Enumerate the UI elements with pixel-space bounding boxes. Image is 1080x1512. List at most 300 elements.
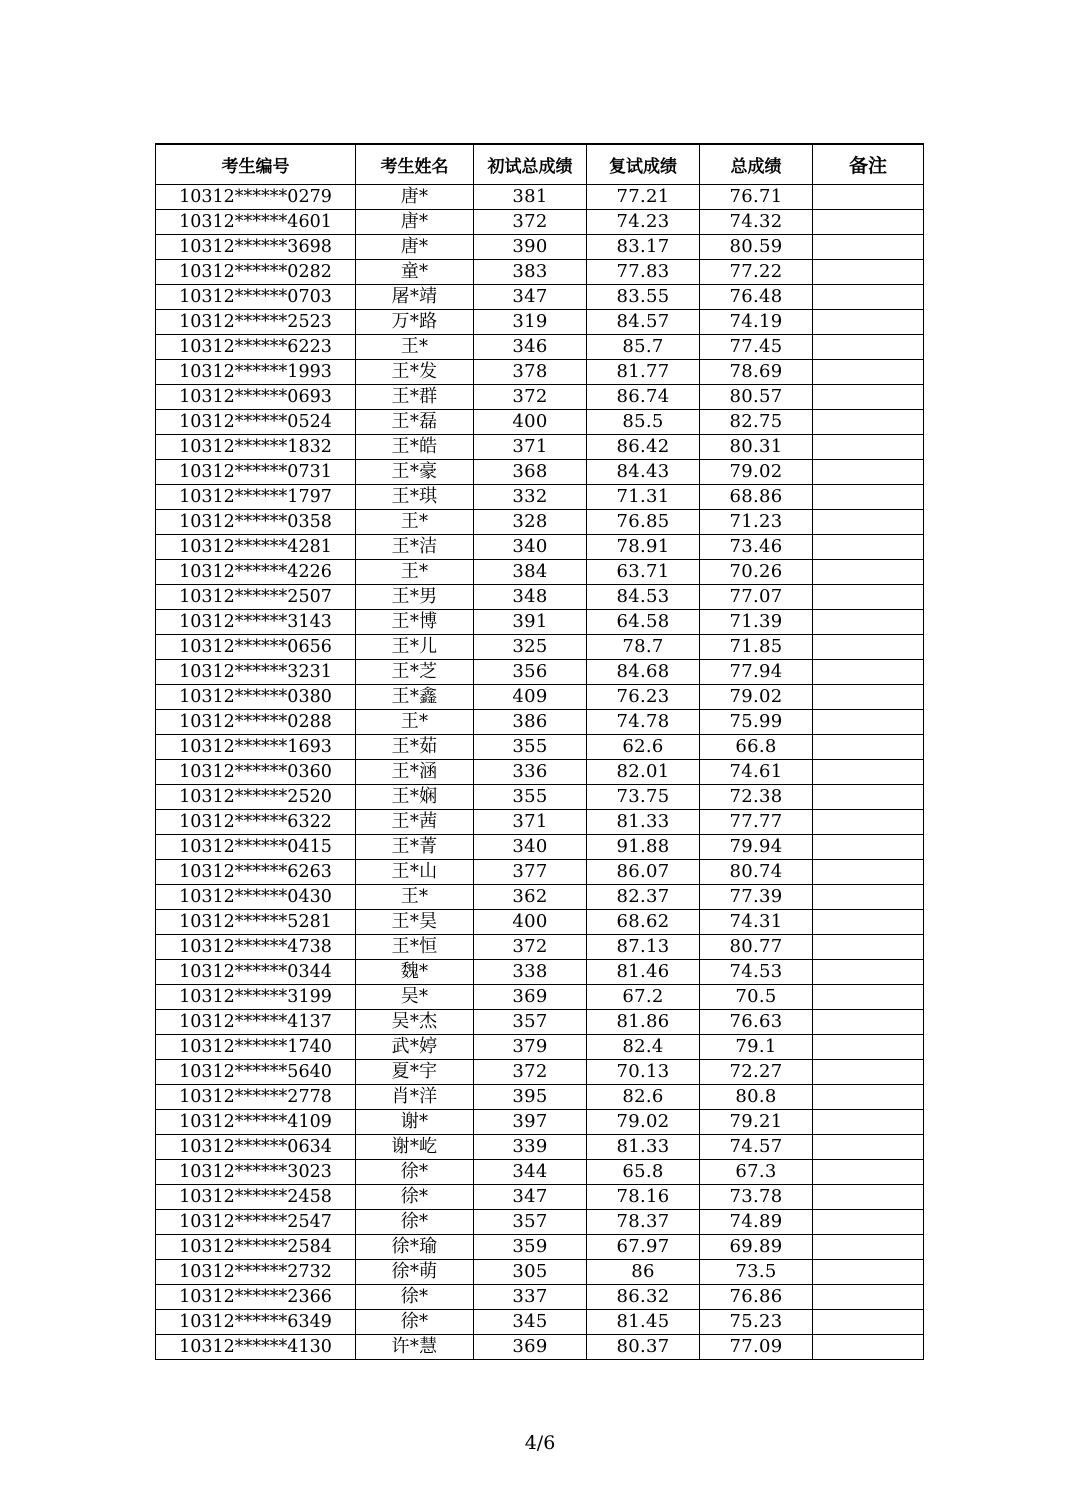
retest-score-cell: 86.74: [587, 384, 700, 409]
candidate-id-cell: 10312******0360: [156, 759, 356, 784]
candidate-name-cell: 徐*: [356, 1284, 474, 1309]
remarks-cell: [813, 1159, 924, 1184]
table-row: [156, 834, 924, 859]
candidate-name-cell: 徐*瑜: [356, 1234, 474, 1259]
candidate-name-cell: 童*: [356, 259, 474, 284]
candidate-id-cell: 10312******3199: [156, 984, 356, 1009]
candidate-id-cell: 10312******1993: [156, 359, 356, 384]
candidate-name-cell: 王*: [356, 559, 474, 584]
remarks-cell: [813, 1109, 924, 1134]
retest-score-cell: 86.32: [587, 1284, 700, 1309]
total-score-cell: 72.27: [700, 1059, 813, 1084]
candidate-name-cell: 王*发: [356, 359, 474, 384]
remarks-cell: [813, 659, 924, 684]
header-initial-score: 初试总成绩: [474, 144, 587, 184]
table-row: [156, 434, 924, 459]
candidate-name-cell: 王*博: [356, 609, 474, 634]
candidate-id-cell: 10312******0731: [156, 459, 356, 484]
initial-score-cell: 355: [474, 784, 587, 809]
remarks-cell: [813, 959, 924, 984]
table-row: [156, 559, 924, 584]
candidate-name-cell: 徐*: [356, 1209, 474, 1234]
candidate-id-cell: 10312******1693: [156, 734, 356, 759]
candidate-name-cell: 王*: [356, 709, 474, 734]
retest-score-cell: 84.68: [587, 659, 700, 684]
table-row: [156, 984, 924, 1009]
total-score-cell: 77.45: [700, 334, 813, 359]
total-score-cell: 71.23: [700, 509, 813, 534]
candidate-name-cell: 王*菁: [356, 834, 474, 859]
retest-score-cell: 62.6: [587, 734, 700, 759]
candidate-name-cell: 王*恒: [356, 934, 474, 959]
total-score-cell: 69.89: [700, 1234, 813, 1259]
table-row: [156, 809, 924, 834]
candidate-name-cell: 王*涵: [356, 759, 474, 784]
remarks-cell: [813, 484, 924, 509]
table-row: [156, 1134, 924, 1159]
candidate-name-cell: 王*儿: [356, 634, 474, 659]
header-remarks: 备注: [813, 144, 924, 184]
retest-score-cell: 83.17: [587, 234, 700, 259]
initial-score-cell: 344: [474, 1159, 587, 1184]
total-score-cell: 79.02: [700, 459, 813, 484]
initial-score-cell: 400: [474, 409, 587, 434]
candidate-id-cell: 10312******0380: [156, 684, 356, 709]
total-score-cell: 77.09: [700, 1334, 813, 1359]
header-retest-score: 复试成绩: [587, 144, 700, 184]
total-score-cell: 71.85: [700, 634, 813, 659]
remarks-cell: [813, 1034, 924, 1059]
candidate-id-cell: 10312******2778: [156, 1084, 356, 1109]
initial-score-cell: 368: [474, 459, 587, 484]
table-row: [156, 259, 924, 284]
candidate-id-cell: 10312******2523: [156, 309, 356, 334]
retest-score-cell: 81.77: [587, 359, 700, 384]
total-score-cell: 76.63: [700, 1009, 813, 1034]
retest-score-cell: 74.23: [587, 209, 700, 234]
remarks-cell: [813, 734, 924, 759]
retest-score-cell: 84.57: [587, 309, 700, 334]
candidate-id-cell: 10312******2366: [156, 1284, 356, 1309]
remarks-cell: [813, 434, 924, 459]
candidate-name-cell: 王*群: [356, 384, 474, 409]
candidate-name-cell: 吴*杰: [356, 1009, 474, 1034]
initial-score-cell: 340: [474, 534, 587, 559]
table-row: [156, 309, 924, 334]
header-row: [156, 144, 924, 184]
initial-score-cell: 357: [474, 1009, 587, 1034]
remarks-cell: [813, 584, 924, 609]
table-row: [156, 784, 924, 809]
candidate-name-cell: 万*路: [356, 309, 474, 334]
candidate-name-cell: 唐*: [356, 184, 474, 209]
table-row: [156, 1034, 924, 1059]
remarks-cell: [813, 684, 924, 709]
candidate-id-cell: 10312******3143: [156, 609, 356, 634]
candidate-name-cell: 吴*: [356, 984, 474, 1009]
candidate-id-cell: 10312******2520: [156, 784, 356, 809]
header-candidate-name: 考生姓名: [356, 144, 474, 184]
remarks-cell: [813, 559, 924, 584]
candidate-id-cell: 10312******2732: [156, 1259, 356, 1284]
initial-score-cell: 377: [474, 859, 587, 884]
total-score-cell: 75.99: [700, 709, 813, 734]
total-score-cell: 80.74: [700, 859, 813, 884]
total-score-cell: 74.57: [700, 1134, 813, 1159]
initial-score-cell: 340: [474, 834, 587, 859]
candidate-id-cell: 10312******4130: [156, 1334, 356, 1359]
retest-score-cell: 67.97: [587, 1234, 700, 1259]
candidate-name-cell: 王*茜: [356, 809, 474, 834]
remarks-cell: [813, 1334, 924, 1359]
retest-score-cell: 81.86: [587, 1009, 700, 1034]
initial-score-cell: 384: [474, 559, 587, 584]
candidate-id-cell: 10312******2458: [156, 1184, 356, 1209]
table-row: [156, 609, 924, 634]
retest-score-cell: 65.8: [587, 1159, 700, 1184]
total-score-cell: 79.1: [700, 1034, 813, 1059]
candidate-name-cell: 许*慧: [356, 1334, 474, 1359]
table-row: [156, 909, 924, 934]
remarks-cell: [813, 284, 924, 309]
candidate-id-cell: 10312******0703: [156, 284, 356, 309]
retest-score-cell: 91.88: [587, 834, 700, 859]
table-row: [156, 859, 924, 884]
total-score-cell: 73.78: [700, 1184, 813, 1209]
total-score-cell: 80.31: [700, 434, 813, 459]
total-score-cell: 82.75: [700, 409, 813, 434]
candidate-name-cell: 王*山: [356, 859, 474, 884]
table-row: [156, 1334, 924, 1359]
candidate-id-cell: 10312******0288: [156, 709, 356, 734]
remarks-cell: [813, 309, 924, 334]
total-score-cell: 77.77: [700, 809, 813, 834]
total-score-cell: 77.39: [700, 884, 813, 909]
retest-score-cell: 73.75: [587, 784, 700, 809]
initial-score-cell: 328: [474, 509, 587, 534]
candidate-id-cell: 10312******6322: [156, 809, 356, 834]
remarks-cell: [813, 609, 924, 634]
table-row: [156, 209, 924, 234]
total-score-cell: 80.8: [700, 1084, 813, 1109]
total-score-cell: 73.46: [700, 534, 813, 559]
initial-score-cell: 371: [474, 809, 587, 834]
retest-score-cell: 74.78: [587, 709, 700, 734]
candidate-name-cell: 武*婷: [356, 1034, 474, 1059]
table-row: [156, 959, 924, 984]
table-row: [156, 1059, 924, 1084]
remarks-cell: [813, 259, 924, 284]
initial-score-cell: 359: [474, 1234, 587, 1259]
total-score-cell: 80.57: [700, 384, 813, 409]
retest-score-cell: 77.83: [587, 259, 700, 284]
remarks-cell: [813, 809, 924, 834]
candidate-name-cell: 王*琪: [356, 484, 474, 509]
remarks-cell: [813, 234, 924, 259]
candidate-name-cell: 夏*宇: [356, 1059, 474, 1084]
candidate-name-cell: 唐*: [356, 209, 474, 234]
initial-score-cell: 379: [474, 1034, 587, 1059]
remarks-cell: [813, 359, 924, 384]
table-row: [156, 334, 924, 359]
total-score-cell: 67.3: [700, 1159, 813, 1184]
candidate-id-cell: 10312******0358: [156, 509, 356, 534]
header-candidate-id: 考生编号: [156, 144, 356, 184]
table-row: [156, 934, 924, 959]
candidate-id-cell: 10312******0344: [156, 959, 356, 984]
candidate-name-cell: 徐*: [356, 1309, 474, 1334]
total-score-cell: 72.38: [700, 784, 813, 809]
retest-score-cell: 82.01: [587, 759, 700, 784]
remarks-cell: [813, 1309, 924, 1334]
initial-score-cell: 337: [474, 1284, 587, 1309]
initial-score-cell: 332: [474, 484, 587, 509]
candidate-name-cell: 王*: [356, 509, 474, 534]
total-score-cell: 78.69: [700, 359, 813, 384]
retest-score-cell: 68.62: [587, 909, 700, 934]
initial-score-cell: 338: [474, 959, 587, 984]
remarks-cell: [813, 934, 924, 959]
table-row: [156, 734, 924, 759]
remarks-cell: [813, 459, 924, 484]
initial-score-cell: 369: [474, 1334, 587, 1359]
candidate-name-cell: 徐*: [356, 1159, 474, 1184]
candidate-id-cell: 10312******3231: [156, 659, 356, 684]
retest-score-cell: 82.4: [587, 1034, 700, 1059]
candidate-name-cell: 王*娴: [356, 784, 474, 809]
initial-score-cell: 383: [474, 259, 587, 284]
total-score-cell: 76.71: [700, 184, 813, 209]
table-body: [156, 184, 924, 1359]
initial-score-cell: 409: [474, 684, 587, 709]
total-score-cell: 74.89: [700, 1209, 813, 1234]
table-row: [156, 634, 924, 659]
initial-score-cell: 346: [474, 334, 587, 359]
candidate-id-cell: 10312******2507: [156, 584, 356, 609]
page-number: 4/6: [524, 1432, 556, 1454]
remarks-cell: [813, 759, 924, 784]
total-score-cell: 76.48: [700, 284, 813, 309]
candidate-id-cell: 10312******1797: [156, 484, 356, 509]
remarks-cell: [813, 1084, 924, 1109]
table-row: [156, 459, 924, 484]
remarks-cell: [813, 1234, 924, 1259]
header-total-score: 总成绩: [700, 144, 813, 184]
retest-score-cell: 81.46: [587, 959, 700, 984]
retest-score-cell: 85.5: [587, 409, 700, 434]
table-row: [156, 1109, 924, 1134]
retest-score-cell: 67.2: [587, 984, 700, 1009]
table-row: [156, 659, 924, 684]
remarks-cell: [813, 209, 924, 234]
retest-score-cell: 84.53: [587, 584, 700, 609]
candidate-name-cell: 王*豪: [356, 459, 474, 484]
table-row: [156, 359, 924, 384]
table-row: [156, 709, 924, 734]
total-score-cell: 77.94: [700, 659, 813, 684]
retest-score-cell: 77.21: [587, 184, 700, 209]
candidate-id-cell: 10312******0282: [156, 259, 356, 284]
initial-score-cell: 347: [474, 1184, 587, 1209]
remarks-cell: [813, 1184, 924, 1209]
candidate-name-cell: 王*芝: [356, 659, 474, 684]
remarks-cell: [813, 834, 924, 859]
candidate-id-cell: 10312******0634: [156, 1134, 356, 1159]
retest-score-cell: 70.13: [587, 1059, 700, 1084]
retest-score-cell: 86.42: [587, 434, 700, 459]
candidate-id-cell: 10312******4226: [156, 559, 356, 584]
candidate-id-cell: 10312******0279: [156, 184, 356, 209]
candidate-id-cell: 10312******0693: [156, 384, 356, 409]
retest-score-cell: 87.13: [587, 934, 700, 959]
initial-score-cell: 345: [474, 1309, 587, 1334]
total-score-cell: 77.07: [700, 584, 813, 609]
table-row: [156, 1309, 924, 1334]
remarks-cell: [813, 509, 924, 534]
table-row: [156, 284, 924, 309]
remarks-cell: [813, 859, 924, 884]
total-score-cell: 80.59: [700, 234, 813, 259]
candidate-id-cell: 10312******5281: [156, 909, 356, 934]
table-row: [156, 1259, 924, 1284]
retest-score-cell: 86: [587, 1259, 700, 1284]
retest-score-cell: 80.37: [587, 1334, 700, 1359]
table-row: [156, 509, 924, 534]
retest-score-cell: 83.55: [587, 284, 700, 309]
retest-score-cell: 76.23: [587, 684, 700, 709]
remarks-cell: [813, 384, 924, 409]
candidate-id-cell: 10312******0656: [156, 634, 356, 659]
table-row: [156, 1009, 924, 1034]
initial-score-cell: 372: [474, 1059, 587, 1084]
candidate-id-cell: 10312******0415: [156, 834, 356, 859]
retest-score-cell: 63.71: [587, 559, 700, 584]
table-row: [156, 409, 924, 434]
candidate-name-cell: 谢*: [356, 1109, 474, 1134]
candidate-id-cell: 10312******6349: [156, 1309, 356, 1334]
candidate-name-cell: 谢*屹: [356, 1134, 474, 1159]
table-row: [156, 384, 924, 409]
candidate-name-cell: 王*男: [356, 584, 474, 609]
initial-score-cell: 386: [474, 709, 587, 734]
total-score-cell: 77.22: [700, 259, 813, 284]
total-score-cell: 70.26: [700, 559, 813, 584]
initial-score-cell: 390: [474, 234, 587, 259]
table-header: [156, 144, 924, 184]
candidate-name-cell: 王*磊: [356, 409, 474, 434]
retest-score-cell: 78.37: [587, 1209, 700, 1234]
total-score-cell: 70.5: [700, 984, 813, 1009]
initial-score-cell: 372: [474, 209, 587, 234]
candidate-name-cell: 王*皓: [356, 434, 474, 459]
remarks-cell: [813, 534, 924, 559]
table-row: [156, 1084, 924, 1109]
total-score-cell: 74.32: [700, 209, 813, 234]
candidate-id-cell: 10312******0524: [156, 409, 356, 434]
candidate-name-cell: 王*鑫: [356, 684, 474, 709]
remarks-cell: [813, 1284, 924, 1309]
initial-score-cell: 400: [474, 909, 587, 934]
retest-score-cell: 82.37: [587, 884, 700, 909]
initial-score-cell: 305: [474, 1259, 587, 1284]
table-row: [156, 1234, 924, 1259]
table-row: [156, 1184, 924, 1209]
candidate-name-cell: 屠*靖: [356, 284, 474, 309]
candidate-name-cell: 徐*: [356, 1184, 474, 1209]
retest-score-cell: 78.91: [587, 534, 700, 559]
table-row: [156, 759, 924, 784]
remarks-cell: [813, 1009, 924, 1034]
table-row: [156, 1159, 924, 1184]
initial-score-cell: 357: [474, 1209, 587, 1234]
total-score-cell: 74.31: [700, 909, 813, 934]
candidate-name-cell: 魏*: [356, 959, 474, 984]
retest-score-cell: 85.7: [587, 334, 700, 359]
candidate-id-cell: 10312******4738: [156, 934, 356, 959]
retest-score-cell: 76.85: [587, 509, 700, 534]
candidate-name-cell: 唐*: [356, 234, 474, 259]
remarks-cell: [813, 184, 924, 209]
initial-score-cell: 378: [474, 359, 587, 384]
initial-score-cell: 372: [474, 384, 587, 409]
total-score-cell: 73.5: [700, 1259, 813, 1284]
candidate-id-cell: 10312******4281: [156, 534, 356, 559]
total-score-cell: 79.94: [700, 834, 813, 859]
retest-score-cell: 78.16: [587, 1184, 700, 1209]
remarks-cell: [813, 984, 924, 1009]
remarks-cell: [813, 1209, 924, 1234]
initial-score-cell: 325: [474, 634, 587, 659]
initial-score-cell: 381: [474, 184, 587, 209]
candidate-name-cell: 王*: [356, 884, 474, 909]
remarks-cell: [813, 709, 924, 734]
initial-score-cell: 395: [474, 1084, 587, 1109]
initial-score-cell: 362: [474, 884, 587, 909]
candidate-id-cell: 10312******0430: [156, 884, 356, 909]
table-row: [156, 884, 924, 909]
initial-score-cell: 391: [474, 609, 587, 634]
candidate-name-cell: 王*洁: [356, 534, 474, 559]
remarks-cell: [813, 884, 924, 909]
candidate-id-cell: 10312******4137: [156, 1009, 356, 1034]
table-row: [156, 684, 924, 709]
remarks-cell: [813, 784, 924, 809]
candidate-id-cell: 10312******6223: [156, 334, 356, 359]
table-row: [156, 234, 924, 259]
retest-score-cell: 79.02: [587, 1109, 700, 1134]
retest-score-cell: 71.31: [587, 484, 700, 509]
initial-score-cell: 347: [474, 284, 587, 309]
remarks-cell: [813, 1059, 924, 1084]
retest-score-cell: 81.45: [587, 1309, 700, 1334]
remarks-cell: [813, 334, 924, 359]
total-score-cell: 68.86: [700, 484, 813, 509]
candidate-name-cell: 徐*萌: [356, 1259, 474, 1284]
initial-score-cell: 397: [474, 1109, 587, 1134]
table-row: [156, 1284, 924, 1309]
table-row: [156, 484, 924, 509]
remarks-cell: [813, 909, 924, 934]
table-row: [156, 184, 924, 209]
table-row: [156, 534, 924, 559]
candidate-id-cell: 10312******3698: [156, 234, 356, 259]
initial-score-cell: 339: [474, 1134, 587, 1159]
table-row: [156, 1209, 924, 1234]
candidate-name-cell: 王*昊: [356, 909, 474, 934]
initial-score-cell: 369: [474, 984, 587, 1009]
initial-score-cell: 371: [474, 434, 587, 459]
initial-score-cell: 336: [474, 759, 587, 784]
